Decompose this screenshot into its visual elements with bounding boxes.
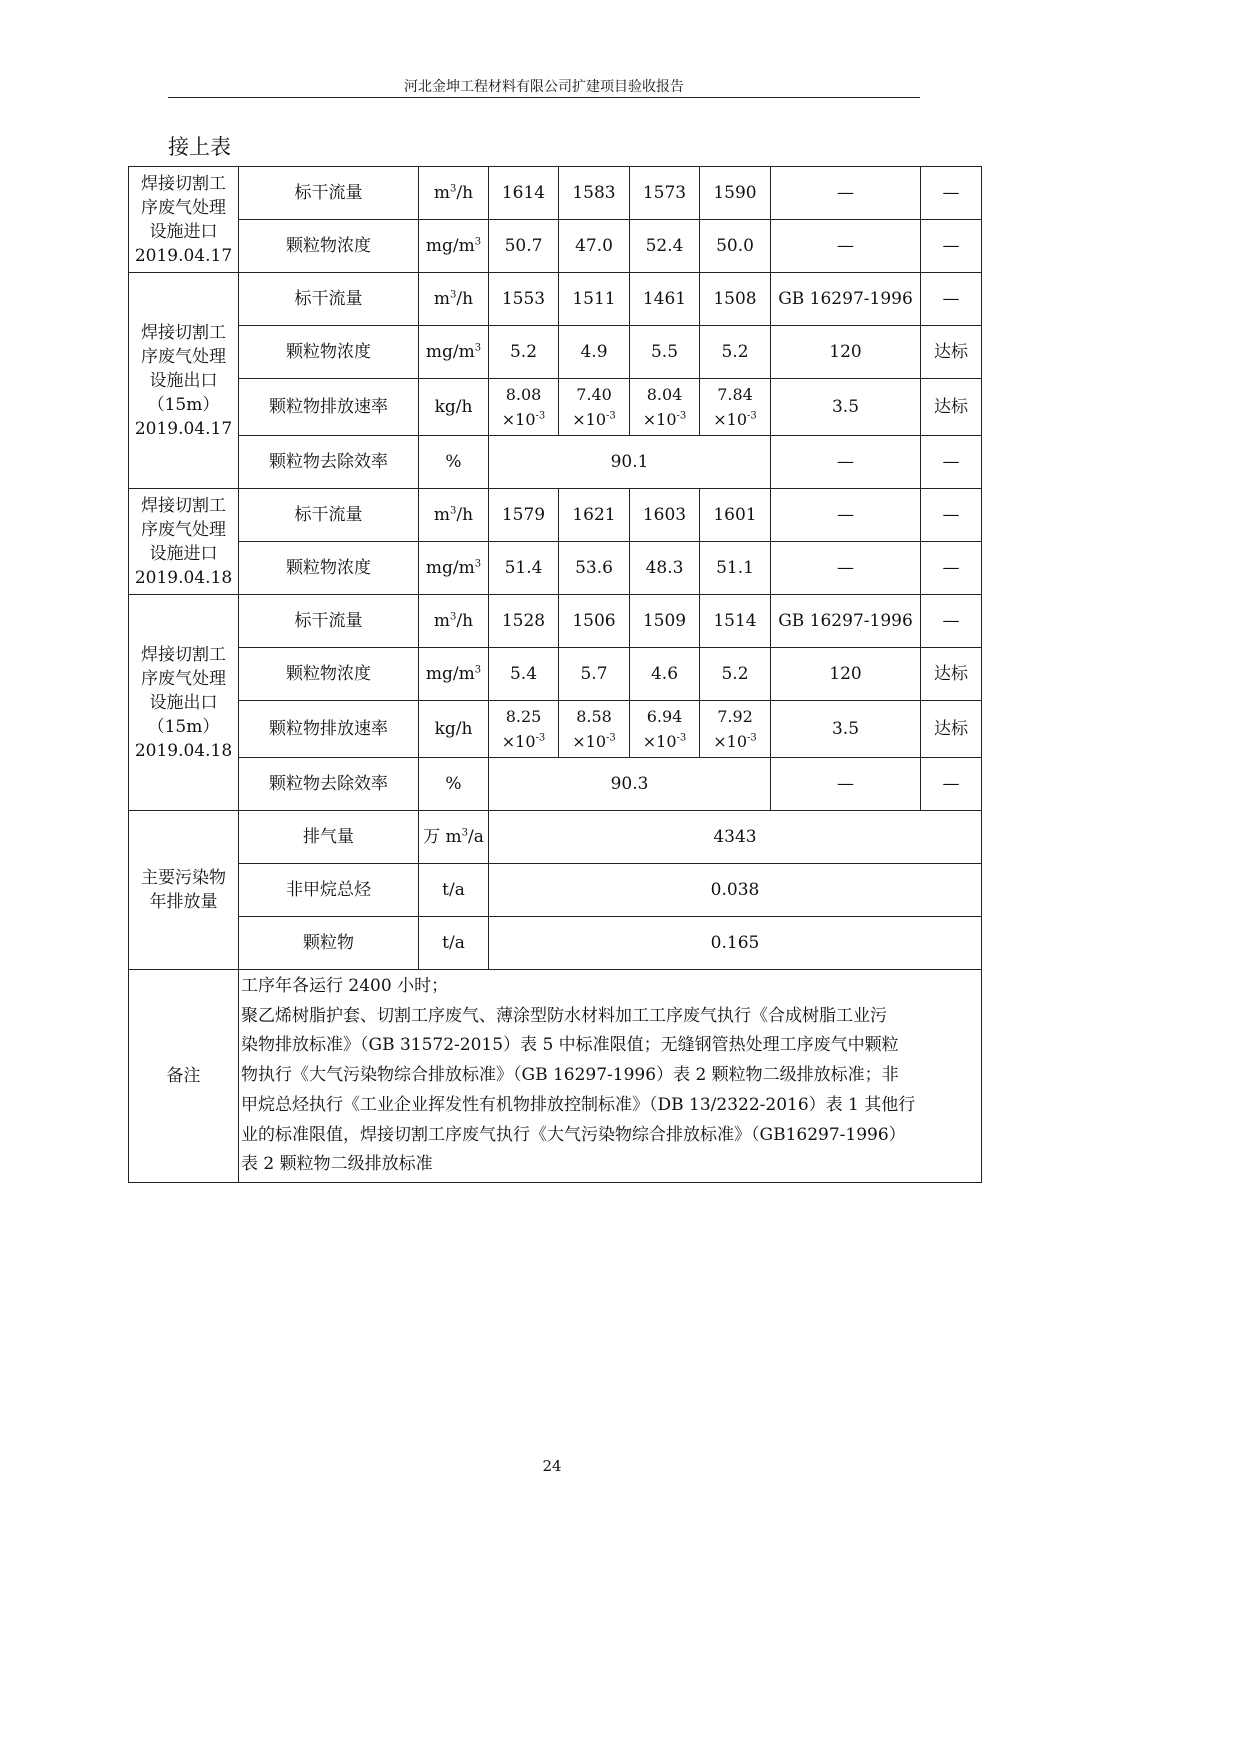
standard-limit: 3.5 [771,701,921,758]
annual-emissions-label [129,811,239,970]
measured-value [700,379,771,436]
removal-efficiency-value: 90.3 [489,758,771,811]
pollutant-item: 颗粒物 [239,917,419,970]
unit-superscript: 3 [450,289,457,301]
unit-superscript: 3 [461,827,469,839]
location-line: 序废气处理 [141,197,226,218]
compliance-result: — [921,595,982,648]
annual-value: 4343 [489,811,982,864]
measured-value: 1511 [559,273,630,326]
monitoring-item: 颗粒物浓度 [239,648,419,701]
unit-tail: /h [456,611,474,631]
mantissa: 7.92 [717,707,753,726]
unit-text: mg/m [425,236,475,256]
standard-limit: — [771,542,921,595]
location-line: （15m） [147,394,220,415]
sampling-location-cell [129,595,239,811]
exponent: -3 [535,732,546,744]
unit-cell [419,864,489,917]
measured-value: 1583 [559,167,630,220]
measured-value: 1553 [489,273,559,326]
location-line: 2019.04.17 [134,245,233,266]
location-line: 序废气处理 [141,519,226,540]
pollutant-item: 排气量 [239,811,419,864]
compliance-result: 达标 [921,326,982,379]
location-line: 设施出口 [149,692,218,713]
annual-row [129,917,982,970]
pollutant-item: 非甲烷总烃 [239,864,419,917]
unit-cell [419,542,489,595]
unit-text: mg/m [425,664,475,684]
location-line: 焊接切割工 [141,322,226,343]
table-row [129,595,982,648]
exponent-part [700,729,770,754]
times-ten: ×10 [713,410,747,429]
remarks-row [129,970,982,1183]
monitoring-item: 颗粒物浓度 [239,542,419,595]
unit-text: kg/h [434,719,473,739]
unit-text: 万 m [423,827,462,847]
monitoring-item: 颗粒物排放速率 [239,379,419,436]
times-ten: ×10 [572,410,606,429]
measured-value: 1601 [700,489,771,542]
measured-value [700,701,771,758]
measured-value: 4.6 [630,648,700,701]
unit-superscript: 3 [474,558,482,570]
standard-limit: 120 [771,326,921,379]
mantissa: 8.08 [505,385,542,404]
location-line: 2019.04.18 [134,740,233,761]
table-row [129,379,982,436]
location-line: 2019.04.17 [134,418,233,439]
unit-cell [419,220,489,273]
unit-text: t/a [442,933,465,953]
compliance-result: 达标 [921,701,982,758]
mantissa: 6.94 [646,707,683,726]
measured-value: 5.2 [700,648,771,701]
exponent: -3 [676,410,687,422]
compliance-result: — [921,542,982,595]
measured-value: 1614 [489,167,559,220]
measured-value: 50.0 [700,220,771,273]
exponent: -3 [606,732,616,744]
measured-value: 5.7 [559,648,630,701]
mantissa: 8.04 [646,385,683,404]
standard-limit: GB 16297-1996 [771,273,921,326]
remark-line: 表 2 颗粒物二级排放标准 [241,1154,433,1175]
table-row [129,220,982,273]
unit-superscript: 3 [474,342,482,354]
measured-value [630,379,700,436]
location-line: （15m） [147,716,220,737]
table-row [129,326,982,379]
unit-cell [419,917,489,970]
unit-text: m [433,183,451,203]
compliance-result: — [921,220,982,273]
location-line: 序废气处理 [141,346,226,367]
remark-line: 工序年各运行 2400 小时； [241,976,449,996]
unit-cell [419,758,489,811]
location-line: 焊接切割工 [141,644,226,665]
unit-tail: /a [468,827,484,847]
unit-text: m [433,505,451,525]
standard-limit: — [771,489,921,542]
remarks-text [239,970,982,1183]
measured-value: 1514 [700,595,771,648]
table-row [129,701,982,758]
unit-text: mg/m [425,342,475,362]
location-line: 焊接切割工 [141,173,226,194]
table-row [129,273,982,326]
remark-line: 物执行《大气污染物综合排放标准》（GB 16297-1996）表 2 颗粒物二级排放标准；非 [241,1065,899,1086]
measured-value: 51.4 [489,542,559,595]
monitoring-item: 颗粒物去除效率 [239,758,419,811]
standard-limit: — [771,167,921,220]
measured-value: 48.3 [630,542,700,595]
mantissa: 8.58 [576,707,612,726]
monitoring-item: 颗粒物排放速率 [239,701,419,758]
remark-line: 甲烷总烃执行《工业企业挥发性有机物排放控制标准》（DB 13/2322-2016）表 1 其他行 [241,1094,916,1115]
mantissa: 7.40 [576,385,612,404]
unit-tail: /h [456,505,474,525]
label-line: 主要污染物 [141,868,226,888]
times-ten: ×10 [501,410,536,429]
compliance-result: — [921,758,982,811]
exponent: -3 [676,732,687,744]
monitoring-item: 标干流量 [239,167,419,220]
location-line: 焊接切割工 [141,495,226,516]
standard-limit: — [771,220,921,273]
unit-cell [419,326,489,379]
table-row [129,542,982,595]
unit-text: m [433,289,451,309]
monitoring-item: 颗粒物浓度 [239,220,419,273]
location-line: 2019.04.18 [134,567,233,588]
table-row [129,167,982,220]
unit-cell [419,648,489,701]
measured-value: 5.2 [700,326,771,379]
compliance-result: 达标 [921,648,982,701]
exponent: -3 [535,410,546,422]
measured-value: 1621 [559,489,630,542]
exponent-part [700,407,770,432]
measured-value: 1508 [700,273,771,326]
unit-text: kg/h [434,397,473,417]
times-ten: ×10 [572,732,606,751]
measured-value: 52.4 [630,220,700,273]
unit-superscript: 3 [474,664,482,676]
compliance-result: 达标 [921,379,982,436]
measured-value: 1461 [630,273,700,326]
measured-value [630,701,700,758]
annual-row [129,811,982,864]
measured-value [489,701,559,758]
label-line: 年排放量 [149,892,218,912]
table-row [129,436,982,489]
unit-text: m [433,611,451,631]
standard-limit: 120 [771,648,921,701]
monitoring-item: 标干流量 [239,273,419,326]
unit-cell [419,489,489,542]
mantissa: 8.25 [505,707,542,726]
exponent-part [630,407,699,432]
unit-cell [419,811,489,864]
measured-value: 5.5 [630,326,700,379]
measured-value: 53.6 [559,542,630,595]
monitoring-item: 标干流量 [239,489,419,542]
exponent-part [489,407,558,432]
measured-value: 50.7 [489,220,559,273]
emission-monitoring-table [128,166,982,1183]
monitoring-item: 颗粒物浓度 [239,326,419,379]
unit-text: mg/m [425,558,475,578]
measured-value: 1579 [489,489,559,542]
location-line: 设施进口 [149,543,218,564]
measured-value: 47.0 [559,220,630,273]
exponent: -3 [747,732,757,744]
sampling-location-cell [129,167,239,273]
unit-superscript: 3 [450,505,457,517]
unit-cell [419,273,489,326]
monitoring-item: 颗粒物去除效率 [239,436,419,489]
standard-limit: — [771,758,921,811]
location-line: 序废气处理 [141,668,226,689]
times-ten: ×10 [501,732,536,751]
unit-text: % [445,774,462,794]
times-ten: ×10 [713,732,747,751]
header-rule [168,97,920,98]
compliance-result: — [921,273,982,326]
unit-superscript: 3 [450,183,457,195]
measured-value [489,379,559,436]
exponent: -3 [606,410,616,422]
compliance-result: — [921,167,982,220]
remark-line: 染物排放标准》（GB 31572-2015）表 5 中标准限值；无缝钢管热处理工序废气中颗粒 [241,1035,899,1056]
location-line: 设施进口 [149,221,218,242]
table-row [129,758,982,811]
remark-line: 聚乙烯树脂护套、切割工序废气、薄涂型防水材料加工工序废气执行《合成树脂工业污 [241,1005,887,1026]
page-number: 24 [542,1457,562,1475]
unit-cell [419,701,489,758]
unit-text: % [445,452,462,472]
measured-value: 1506 [559,595,630,648]
unit-cell [419,595,489,648]
measured-value: 1573 [630,167,700,220]
table-row [129,489,982,542]
exponent-part [559,407,629,432]
compliance-result: — [921,436,982,489]
annual-row [129,864,982,917]
location-line: 设施出口 [149,370,218,391]
measured-value: 51.1 [700,542,771,595]
measured-value: 1590 [700,167,771,220]
measured-value [559,701,630,758]
mantissa: 7.84 [717,385,753,404]
running-header: 河北金坤工程材料有限公司扩建项目验收报告 [404,79,684,95]
measured-value: 4.9 [559,326,630,379]
exponent-part [630,729,699,754]
unit-tail: /h [456,289,474,309]
remarks-label: 备注 [129,970,239,1183]
compliance-result: — [921,489,982,542]
remark-line: 业的标准限值，焊接切割工序废气执行《大气污染物综合排放标准》（GB16297-1996） [241,1124,906,1145]
times-ten: ×10 [642,410,677,429]
measured-value: 5.4 [489,648,559,701]
measured-value: 1603 [630,489,700,542]
unit-cell [419,379,489,436]
measured-value: 1509 [630,595,700,648]
standard-limit: 3.5 [771,379,921,436]
unit-superscript: 3 [474,236,482,248]
unit-cell [419,436,489,489]
table-row [129,648,982,701]
exponent-part [489,729,558,754]
unit-cell [419,167,489,220]
measured-value [559,379,630,436]
standard-limit: — [771,436,921,489]
sampling-location-cell [129,489,239,595]
removal-efficiency-value: 90.1 [489,436,771,489]
exponent: -3 [747,410,757,422]
measured-value: 1528 [489,595,559,648]
standard-limit: GB 16297-1996 [771,595,921,648]
monitoring-item: 标干流量 [239,595,419,648]
measured-value: 5.2 [489,326,559,379]
unit-text: t/a [442,880,465,900]
unit-superscript: 3 [450,611,457,623]
table-continued-caption: 接上表 [168,135,231,159]
unit-tail: /h [456,183,474,203]
annual-value: 0.165 [489,917,982,970]
exponent-part [559,729,629,754]
sampling-location-cell [129,273,239,489]
annual-value: 0.038 [489,864,982,917]
times-ten: ×10 [642,732,677,751]
